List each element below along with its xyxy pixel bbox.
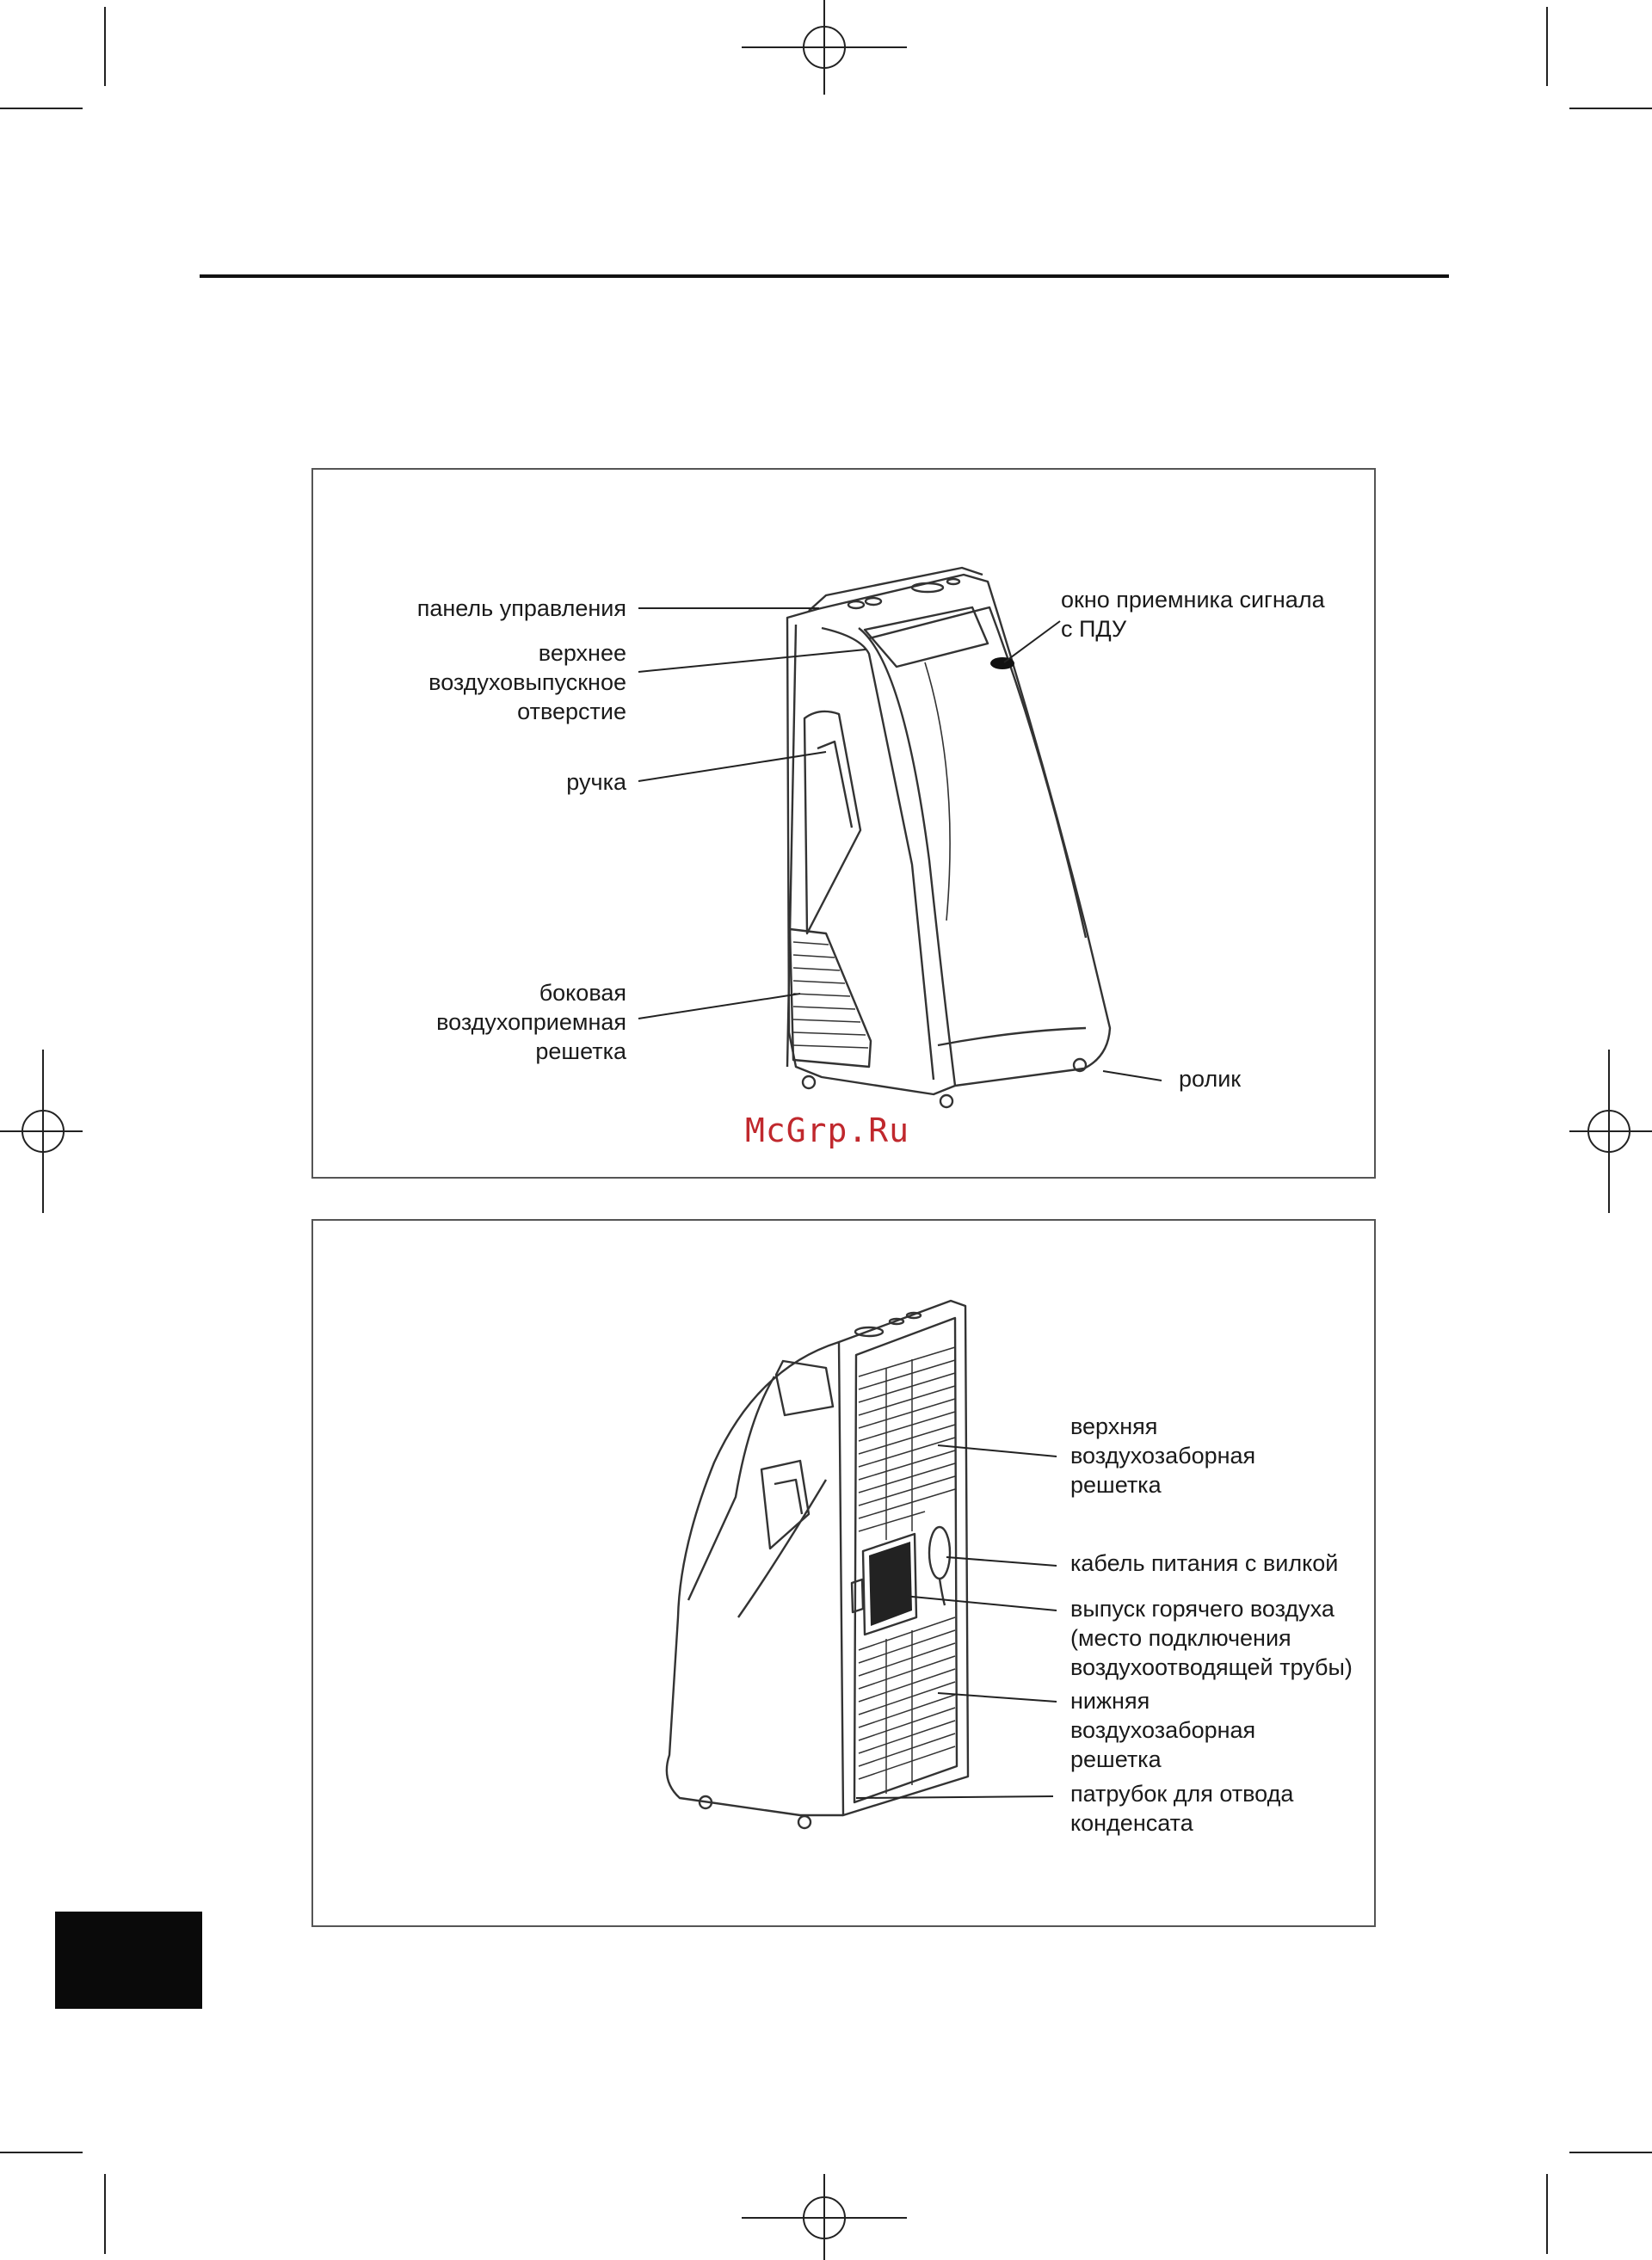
label-handle: ручка — [566, 769, 626, 795]
label-remote-receiver: окно приемника сигнала с ПДУ — [1061, 587, 1325, 642]
label-side-grille: боковая воздухоприемная решетка — [436, 980, 626, 1064]
label-lower-intake: нижняя воздухозаборная решетка — [1070, 1688, 1256, 1772]
label-drain: патрубок для отвода конденсата — [1070, 1781, 1294, 1836]
label-control-panel: панель управления — [416, 595, 626, 621]
label-caster: ролик — [1179, 1066, 1242, 1092]
label-power-cable: кабель питания с вилкой — [1070, 1550, 1339, 1576]
label-upper-intake: верхняя воздухозаборная решетка — [1070, 1413, 1256, 1498]
watermark: McGrp.Ru — [745, 1112, 910, 1149]
label-upper-outlet: верхнее воздуховыпускное отверстие — [428, 640, 626, 724]
label-hot-air-outlet: выпуск горячего воздуха (место подключения воздухоотводящей трубы) — [1070, 1596, 1353, 1680]
